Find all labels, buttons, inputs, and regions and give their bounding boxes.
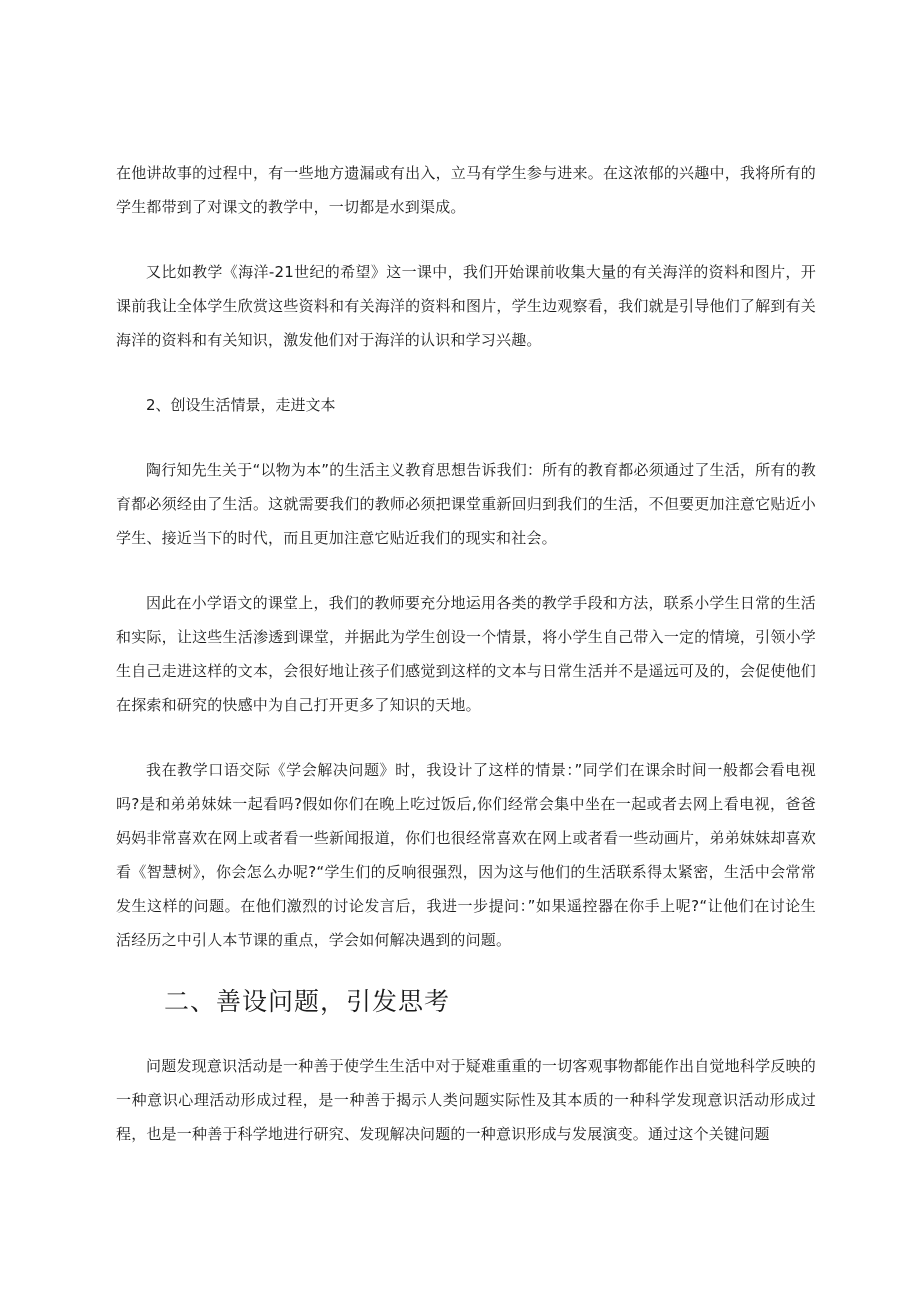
- paragraph-oral-communication: 我在教学口语交际《学会解决问题》时，我设计了这样的情景：”同学们在课余时间一般都会看电视吗?是和弟弟妹妹一起看吗?假如你们在晚上吃过饭后,你们经常会集中坐在一起或者去网上看电视，爸爸妈妈非常喜欢在网上或者看一些新闻报道，你们也很经常喜欢在网上或者看一些动画片，弟弟妹妹却喜欢看《智慧树》，你会怎么办呢?“学生们的反响很强烈，因为这与他们的生活联系得太紧密，生活中会常常发生这样的问题。在他们激烈的讨论发言后，我进一步提问：”如果遥控器在你手上呢?“让他们在讨论生活经历之中引人本节课的重点，学会如何解决遇到的问题。: [116, 761, 816, 949]
- paragraph-problem-awareness: 问题发现意识活动是一种善于使学生生活中对于疑难重重的一切客观事物都能作出自觉地科学反映的一种意识心理活动形成过程，是一种善于揭示人类问题实际性及其本质的一种科学发现意识活动形成过程，也是一种善于科学地进行研究、发现解决问题的一种意识形成与发展演变。通过这个关键问题: [116, 1057, 816, 1143]
- paragraph-classroom-methods: 因此在小学语文的课堂上，我们的教师要充分地运用各类的教学手段和方法，联系小学生日常的生活和实际，让这些生活渗透到课堂，并据此为学生创设一个情景，将小学生自己带入一定的情境，引领小学生自己走进这样的文本，会很好地让孩子们感觉到这样的文本与日常生活并不是遥远可及的，会促使他们在探索和研究的快感中为自己打开更多了知识的天地。: [116, 594, 816, 714]
- subheading-life-scenario: 2、创设生活情景，走进文本: [146, 396, 336, 414]
- paragraph-story-continuation: 在他讲故事的过程中，有一些地方遗漏或有出入，立马有学生参与进来。在这浓郁的兴趣中，我将所有的学生都带到了对课文的教学中，一切都是水到渠成。: [116, 164, 816, 216]
- paragraph-tao-xingzhi: 陶行知先生关于“以物为本”的生活主义教育思想告诉我们：所有的教育都必须通过了生活，所有的教育都必须经由了生活。这就需要我们的教师必须把课堂重新回归到我们的生活，不但要更加注意它贴近小学生、接近当下的时代，而且更加注意它贴近我们的现实和社会。: [116, 461, 816, 547]
- document-body: [116, 156, 816, 1151]
- section-heading-questions: 二、善设问题，引发思考: [164, 987, 451, 1016]
- paragraph-ocean-lesson: 又比如教学《海洋-21世纪的希望》这一课中，我们开始课前收集大量的有关海洋的资料和图片，开课前我让全体学生欣赏这些资料和有关海洋的资料和图片，学生边观察看，我们就是引导他们了解到有关海洋的资料和有关知识，激发他们对于海洋的认识和学习兴趣。: [116, 263, 816, 349]
